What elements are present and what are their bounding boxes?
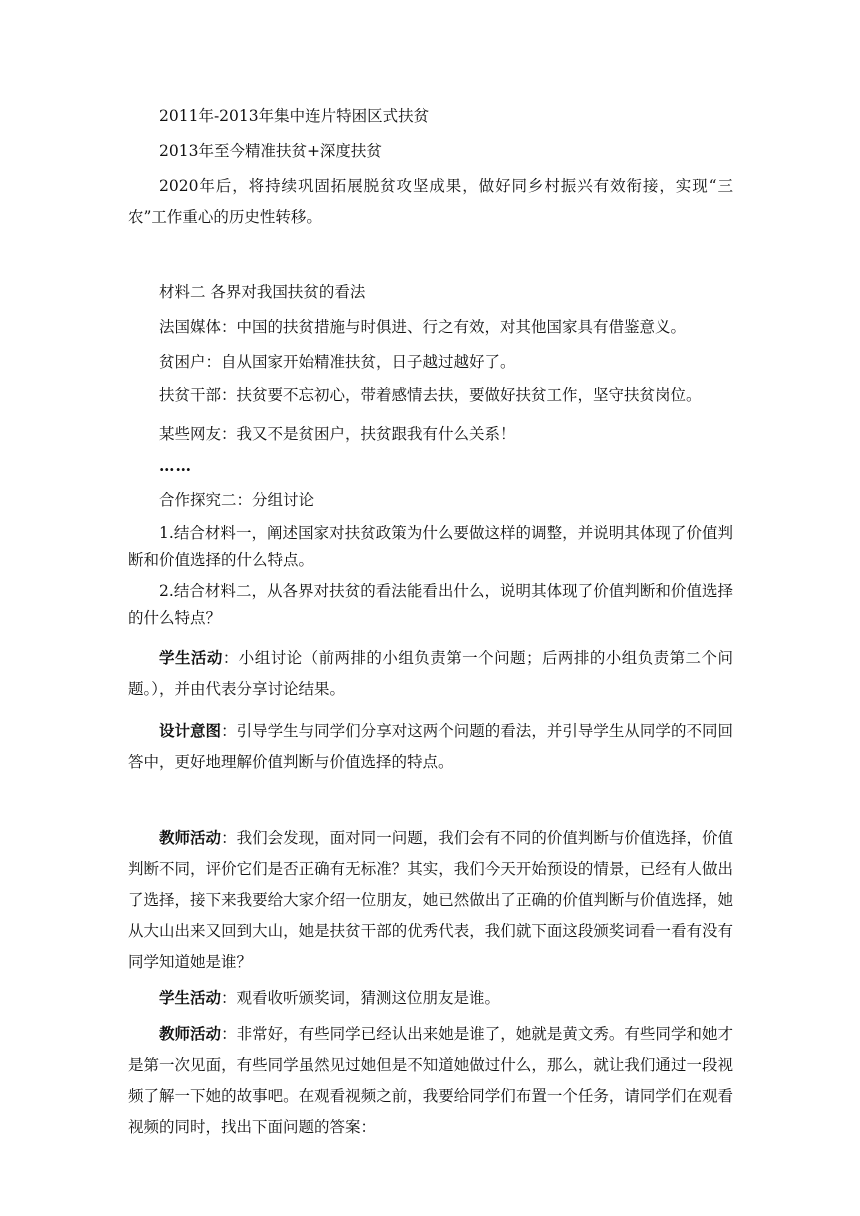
teacher-activity-label: 教师活动: [159, 1024, 222, 1043]
document-body: [128, 101, 733, 1143]
student-activity-text: ：观看收听颁奖词，猜测这位朋友是谁。: [221, 989, 501, 1007]
teacher-activity-label: 教师活动: [159, 828, 222, 847]
ellipsis: ……: [159, 456, 192, 475]
opinion-poor-household: 贫困户：自从国家开始精准扶贫，日子越过越好了。: [159, 353, 516, 371]
timeline-2013-now: 2013年至今精准扶贫+深度扶贫: [159, 142, 382, 160]
teacher-activity-text: ：非常好，有些同学已经认出来她是谁了，她就是黄文秀。有些同学和她才是第一次见面，有些同学虽然见过她但是不知道她做过什么，那么，就让我们通过一段视频了解一下她的故事吧。在观看视频之前，我要给同学们布置一个任务，请同学们在观看视频的同时，找出下面问题的答案：: [128, 1025, 733, 1136]
opinion-french-media: 法国媒体：中国的扶贫措施与时俱进、行之有效，对其他国家具有借鉴意义。: [159, 318, 687, 336]
student-activity-label: 学生活动: [159, 648, 223, 667]
opinion-poverty-cadre: 扶贫干部：扶贫要不忘初心，带着感情去扶，要做好扶贫工作，坚守扶贫岗位。: [159, 386, 702, 404]
student-activity-1: [128, 642, 733, 705]
design-intent: [128, 715, 733, 778]
student-activity-2: [128, 982, 733, 1014]
student-activity-label: 学生活动: [159, 988, 222, 1007]
student-activity-text: ：小组讨论（前两排的小组负责第一个问题；后两排的小组负责第二个问题。），并由代表分享讨论结果。: [128, 649, 733, 698]
inquiry-question-1: 1.结合材料一，阐述国家对扶贫政策为什么要做这样的调整，并说明其体现了价值判断和价值选择的什么特点。: [128, 524, 733, 569]
design-intent-label: 设计意图: [159, 721, 222, 740]
inquiry-heading: 合作探究二：分组讨论: [159, 491, 315, 509]
timeline-2020-after: 2020年后，将持续巩固拓展脱贫攻坚成果，做好同乡村振兴有效衔接，实现“三农”工作重心的历史性转移。: [128, 177, 733, 226]
design-intent-text: ：引导学生与同学们分享对这两个问题的看法，并引导学生从同学的不同回答中，更好地理解价值判断与价值选择的特点。: [128, 722, 733, 771]
timeline-2011-2013: 2011年-2013年集中连片特困区式扶贫: [159, 107, 430, 125]
material-2-heading: 材料二 各界对我国扶贫的看法: [159, 283, 366, 301]
teacher-activity-2: [128, 1018, 733, 1143]
teacher-activity-1: [128, 822, 733, 978]
inquiry-question-2: 2.结合材料二，从各界对扶贫的看法能看出什么，说明其体现了价值判断和价值选择的什么特点？: [128, 582, 733, 627]
opinion-netizens: 某些网友：我又不是贫困户，扶贫跟我有什么关系！: [159, 425, 516, 443]
teacher-activity-text: ：我们会发现，面对同一问题，我们会有不同的价值判断与价值选择，价值判断不同，评价它们是否正确有无标准？其实，我们今天开始预设的情景，已经有人做出了选择，接下来我要给大家介绍一位朋友，她已然做出了正确的价值判断与价值选择，她从大山出来又回到大山，她是扶贫干部的优秀代表，我们就下面这段颁奖词看一看有没有同学知道她是谁？: [128, 829, 733, 971]
